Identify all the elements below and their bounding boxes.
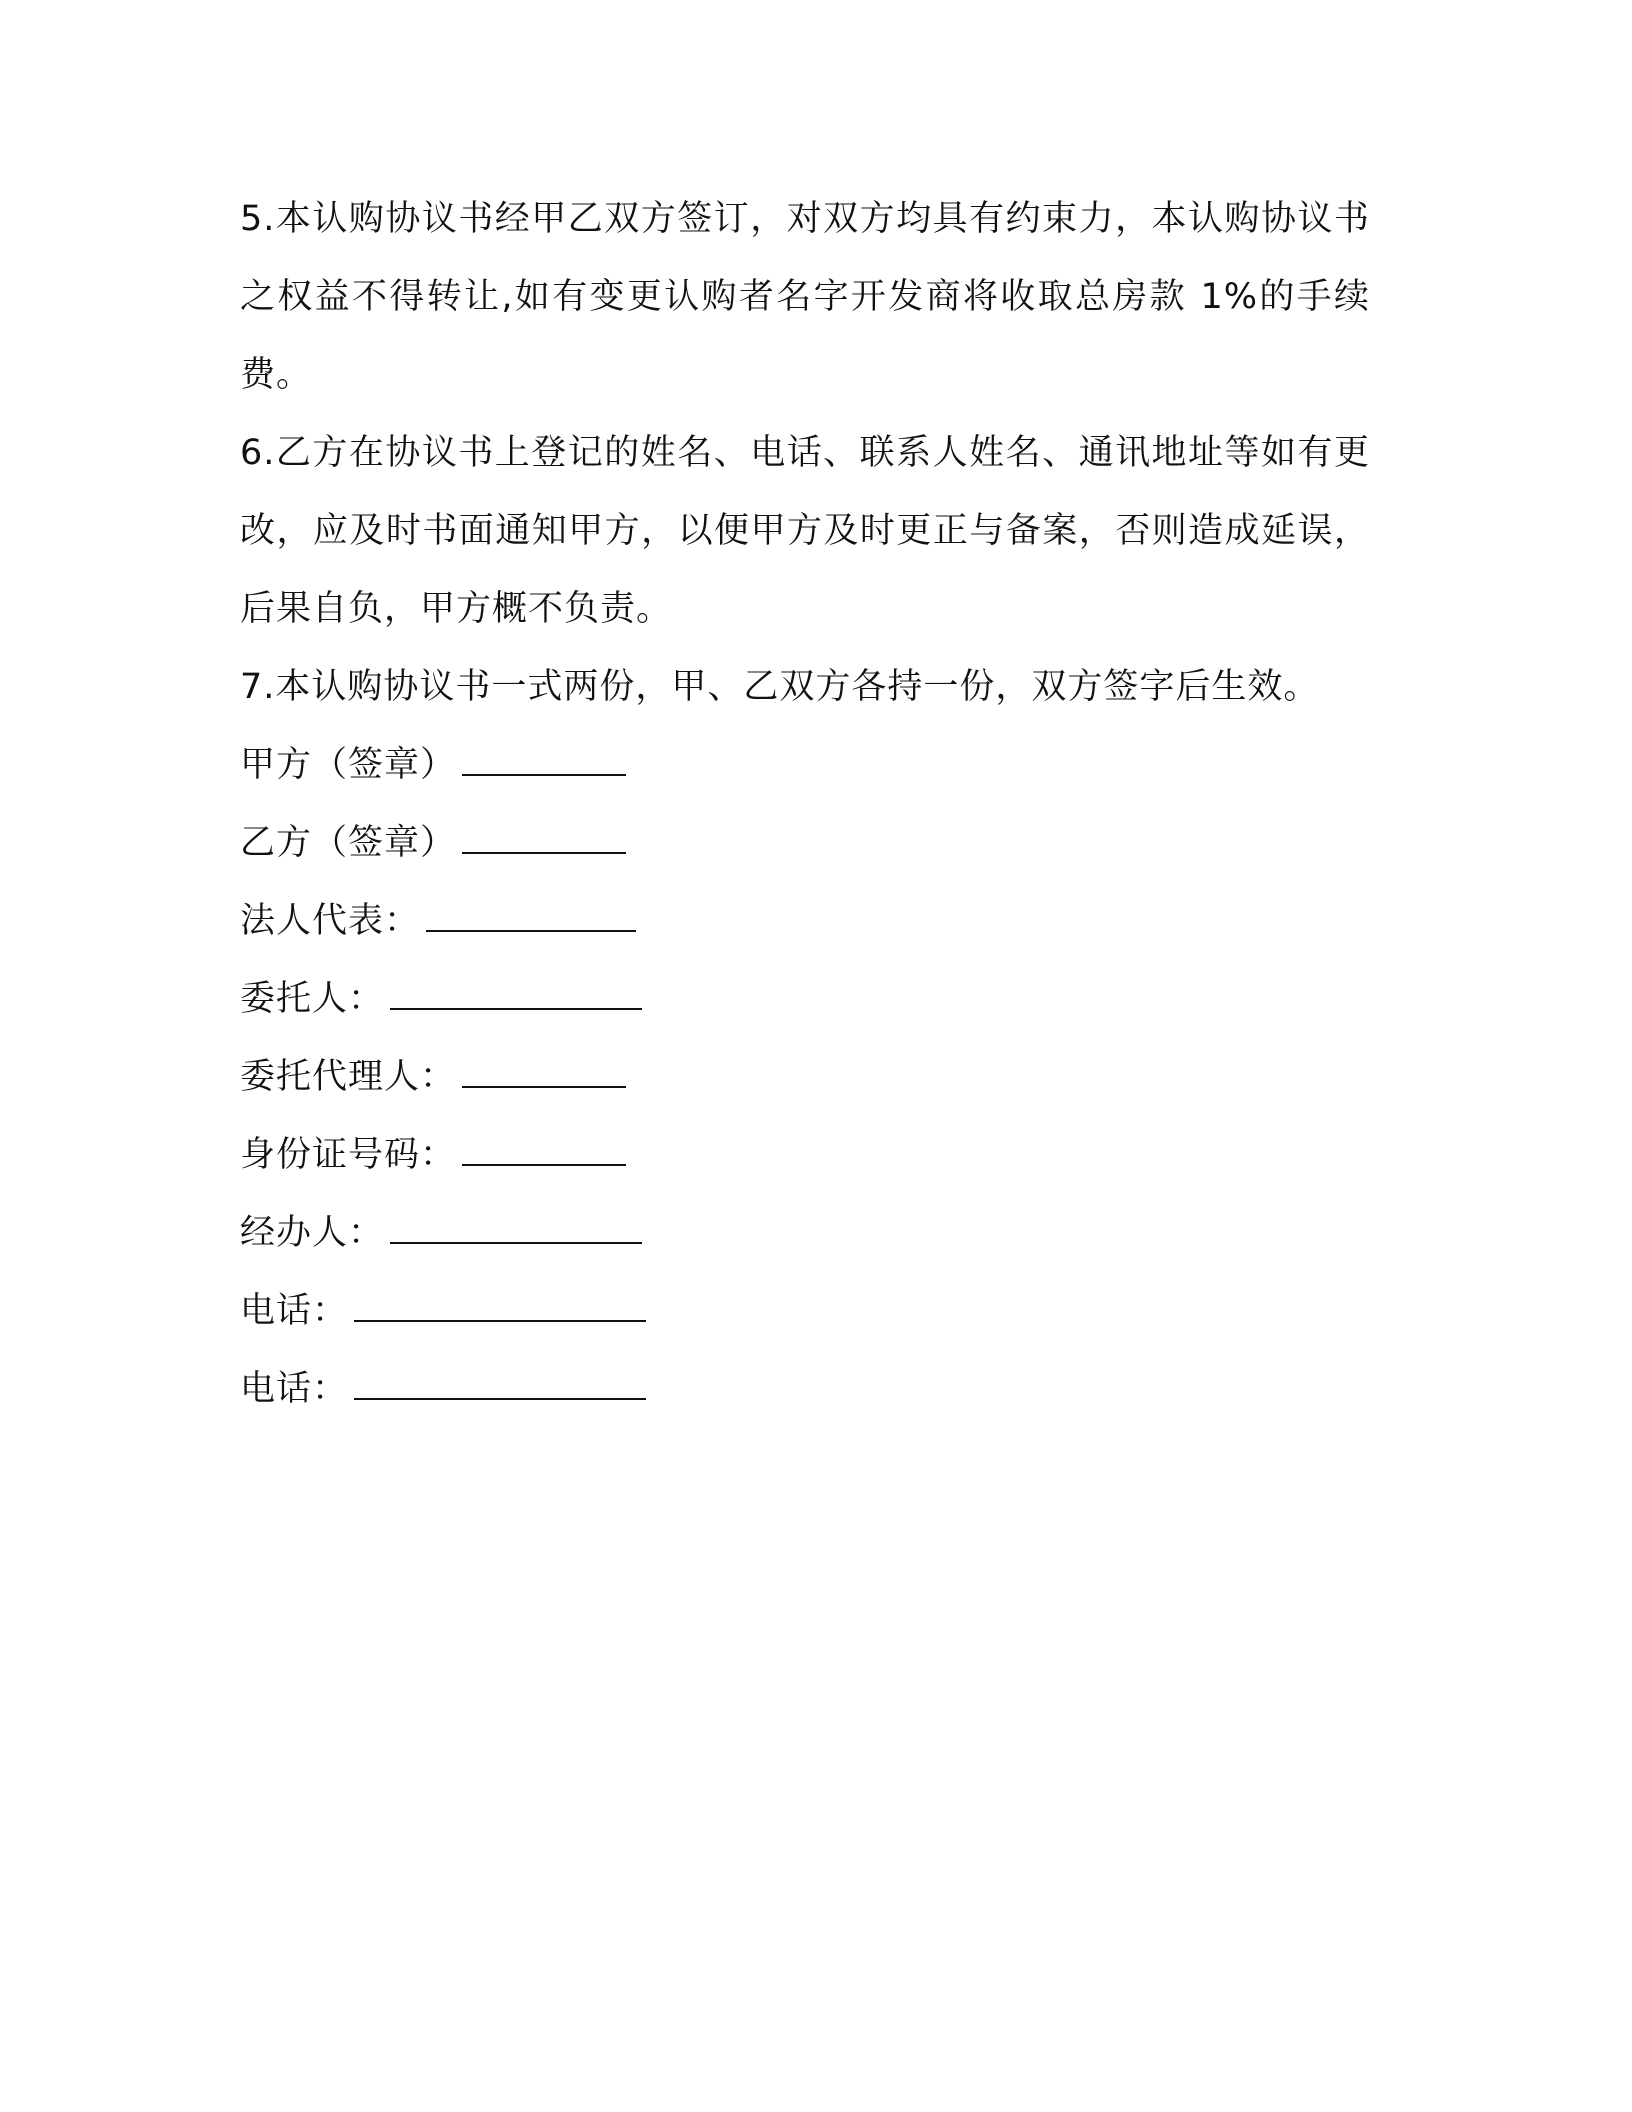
clause-7: 7.本认购协议书一式两份，甲、乙双方各持一份，双方签字后生效。 bbox=[240, 667, 1320, 707]
agent-row bbox=[240, 1038, 1370, 1116]
party-b-signature-row bbox=[240, 804, 1370, 882]
phone-label-2: 电话： bbox=[240, 1369, 349, 1409]
phone-blank-2[interactable] bbox=[354, 1364, 646, 1400]
legal-rep-blank[interactable] bbox=[426, 896, 636, 932]
party-a-signature-blank[interactable] bbox=[462, 740, 626, 776]
phone-row-1 bbox=[240, 1272, 1370, 1350]
principal-row bbox=[240, 960, 1370, 1038]
handler-label: 经办人： bbox=[240, 1213, 385, 1253]
party-a-label: 甲方（签章） bbox=[240, 745, 457, 785]
legal-rep-row bbox=[240, 882, 1370, 960]
agent-label: 委托代理人： bbox=[240, 1057, 457, 1097]
handler-row bbox=[240, 1194, 1370, 1272]
principal-label: 委托人： bbox=[240, 979, 385, 1019]
document-content bbox=[240, 180, 1370, 1428]
id-number-blank[interactable] bbox=[462, 1130, 626, 1166]
agent-blank[interactable] bbox=[462, 1052, 626, 1088]
phone-label-1: 电话： bbox=[240, 1291, 349, 1331]
clause-5: 5.本认购协议书经甲乙双方签订，对双方均具有约束力，本认购协议书之权益不得转让,如有变更认购者名字开发商将收取总房款 1%的手续费。 bbox=[240, 199, 1370, 395]
legal-rep-label: 法人代表： bbox=[240, 901, 421, 941]
party-b-label: 乙方（签章） bbox=[240, 823, 457, 863]
party-a-signature-row bbox=[240, 726, 1370, 804]
id-number-row bbox=[240, 1116, 1370, 1194]
id-number-label: 身份证号码： bbox=[240, 1135, 457, 1175]
principal-blank[interactable] bbox=[390, 974, 642, 1010]
party-b-signature-blank[interactable] bbox=[462, 818, 626, 854]
handler-blank[interactable] bbox=[390, 1208, 642, 1244]
clause-6: 6.乙方在协议书上登记的姓名、电话、联系人姓名、通讯地址等如有更改，应及时书面通知甲方，以便甲方及时更正与备案，否则造成延误，后果自负，甲方概不负责。 bbox=[240, 433, 1370, 629]
phone-blank-1[interactable] bbox=[354, 1286, 646, 1322]
phone-row-2 bbox=[240, 1350, 1370, 1428]
